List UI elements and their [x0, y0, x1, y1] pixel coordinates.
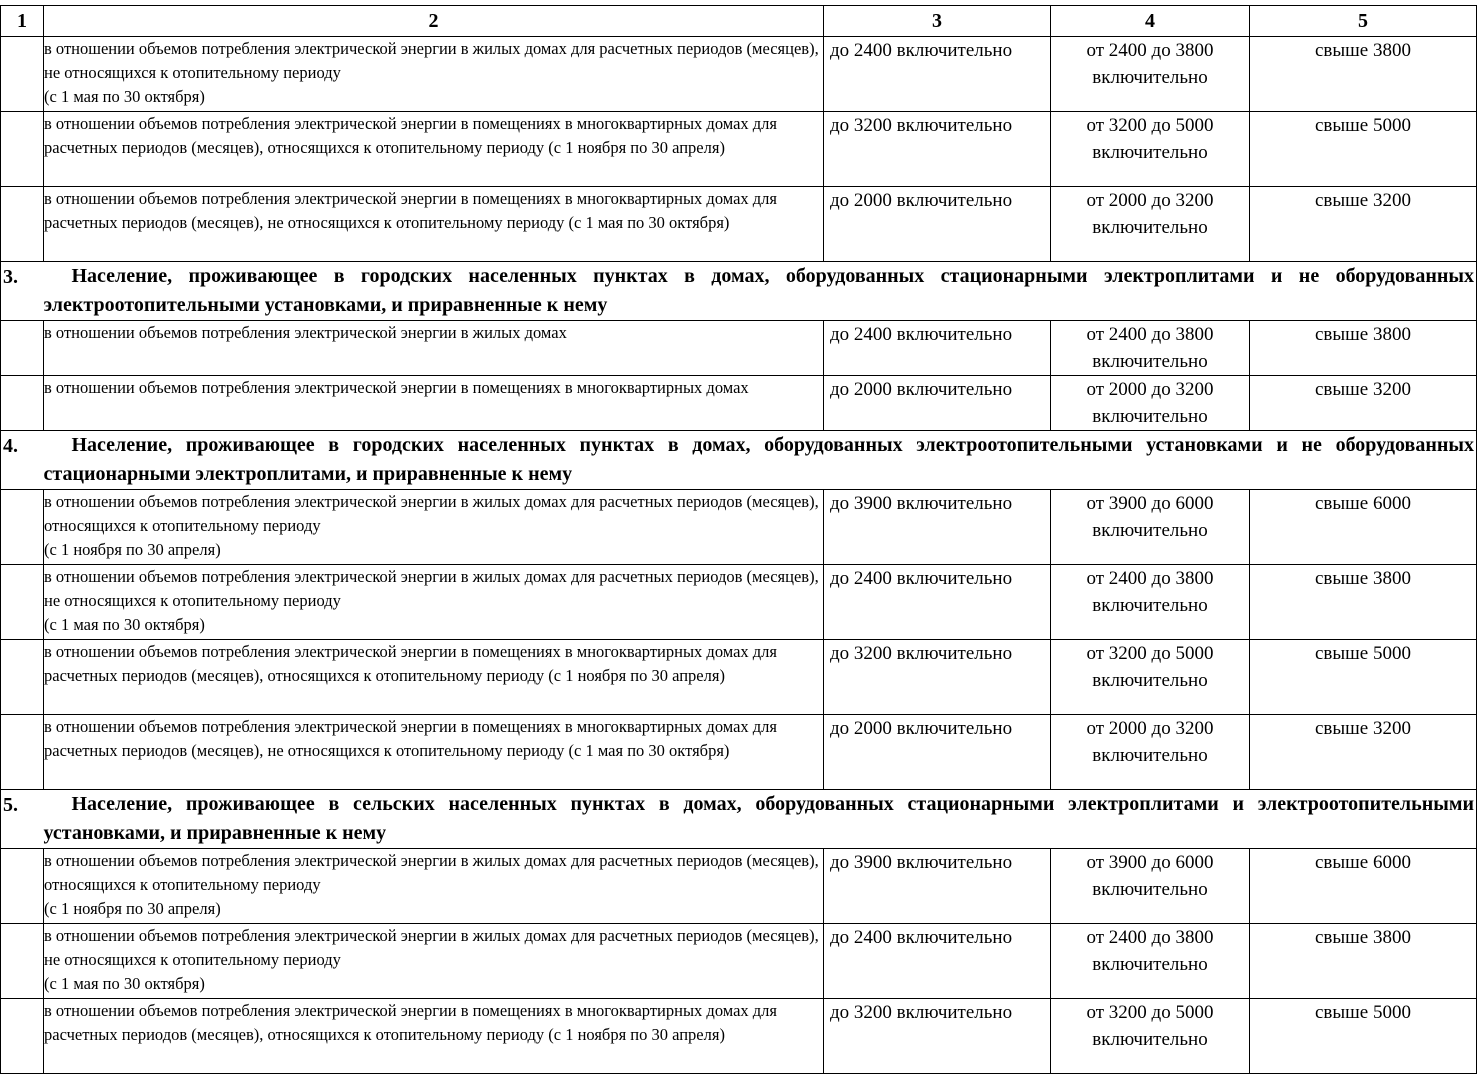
- range-high: свыше 3800: [1250, 37, 1477, 112]
- range-low: до 2400 включительно: [824, 565, 1051, 640]
- section-number: 4.: [1, 431, 44, 490]
- range-mid: от 3900 до 6000 включительно: [1051, 490, 1250, 565]
- table-row: [1, 112, 1477, 187]
- range-low: до 3900 включительно: [824, 490, 1051, 565]
- range-low: до 2000 включительно: [824, 187, 1051, 262]
- consumption-description: в отношении объемов потребления электрической энергии в жилых домах: [44, 321, 824, 376]
- consumption-description: в отношении объемов потребления электрической энергии в помещениях в многоквартирных домах для расчетных периодов (месяцев), не относящихся к отопительному периоду (с 1 мая по 30 октября): [44, 715, 824, 790]
- row-number-cell: [1, 376, 44, 431]
- section-title-text: Население, проживающее в сельских населенных пунктах в домах, оборудованных стационарными электроплитами и электроотопительными установками, и приравненные к нему: [43, 793, 1474, 844]
- range-mid: от 3200 до 5000 включительно: [1051, 112, 1250, 187]
- section-title: [44, 262, 1477, 321]
- range-mid: от 3900 до 6000 включительно: [1051, 849, 1250, 924]
- table-row: [1, 640, 1477, 715]
- table-row: [1, 37, 1477, 112]
- consumption-description: в отношении объемов потребления электрической энергии в помещениях в многоквартирных домах: [44, 376, 824, 431]
- section-title-text: Население, проживающее в городских населенных пунктах в домах, оборудованных электроотопительными установками и не оборудованных стационарными электроплитами, и приравненные к нему: [43, 434, 1474, 485]
- range-high: свыше 3800: [1250, 321, 1477, 376]
- range-mid: от 2400 до 3800 включительно: [1051, 321, 1250, 376]
- table-row: [1, 187, 1477, 262]
- consumption-description: в отношении объемов потребления электрической энергии в жилых домах для расчетных периодов (месяцев), не относящихся к отопительному периоду (с 1 мая по 30 октября): [44, 565, 824, 640]
- row-number-cell: [1, 640, 44, 715]
- row-number-cell: [1, 490, 44, 565]
- tariff-table: [0, 5, 1477, 1074]
- range-high: свыше 3200: [1250, 376, 1477, 431]
- row-number-cell: [1, 715, 44, 790]
- range-mid: от 2000 до 3200 включительно: [1051, 715, 1250, 790]
- range-high: свыше 6000: [1250, 490, 1477, 565]
- range-low: до 2400 включительно: [824, 321, 1051, 376]
- table-row: [1, 490, 1477, 565]
- section-title: [44, 431, 1477, 490]
- range-mid: от 3200 до 5000 включительно: [1051, 640, 1250, 715]
- header-col-1: 1: [1, 6, 44, 37]
- range-low: до 3200 включительно: [824, 999, 1051, 1074]
- range-low: до 3200 включительно: [824, 112, 1051, 187]
- range-mid: от 2000 до 3200 включительно: [1051, 376, 1250, 431]
- row-number-cell: [1, 321, 44, 376]
- row-number-cell: [1, 37, 44, 112]
- header-row: [1, 6, 1477, 37]
- header-col-5: 5: [1250, 6, 1477, 37]
- row-number-cell: [1, 999, 44, 1074]
- consumption-description: в отношении объемов потребления электрической энергии в жилых домах для расчетных периодов (месяцев), не относящихся к отопительному периоду (с 1 мая по 30 октября): [44, 924, 824, 999]
- header-col-3: 3: [824, 6, 1051, 37]
- range-high: свыше 3800: [1250, 565, 1477, 640]
- range-high: свыше 3800: [1250, 924, 1477, 999]
- section-row: [1, 262, 1477, 321]
- range-high: свыше 5000: [1250, 999, 1477, 1074]
- table-row: [1, 565, 1477, 640]
- row-number-cell: [1, 565, 44, 640]
- row-number-cell: [1, 112, 44, 187]
- range-low: до 2400 включительно: [824, 37, 1051, 112]
- table-row: [1, 999, 1477, 1074]
- consumption-description: в отношении объемов потребления электрической энергии в помещениях в многоквартирных домах для расчетных периодов (месяцев), относящихся к отопительному периоду (с 1 ноября по 30 апреля): [44, 999, 824, 1074]
- table-row: [1, 849, 1477, 924]
- range-mid: от 3200 до 5000 включительно: [1051, 999, 1250, 1074]
- section-title-text: Население, проживающее в городских населенных пунктах в домах, оборудованных стационарными электроплитами и не оборудованных электроотопительными установками, и приравненные к нему: [43, 265, 1474, 316]
- range-high: свыше 3200: [1250, 715, 1477, 790]
- row-number-cell: [1, 849, 44, 924]
- consumption-description: в отношении объемов потребления электрической энергии в помещениях в многоквартирных домах для расчетных периодов (месяцев), относящихся к отопительному периоду (с 1 ноября по 30 апреля): [44, 112, 824, 187]
- range-high: свыше 6000: [1250, 849, 1477, 924]
- table-row: [1, 376, 1477, 431]
- range-low: до 2000 включительно: [824, 376, 1051, 431]
- range-high: свыше 5000: [1250, 640, 1477, 715]
- consumption-description: в отношении объемов потребления электрической энергии в жилых домах для расчетных периодов (месяцев), относящихся к отопительному периоду (с 1 ноября по 30 апреля): [44, 849, 824, 924]
- range-high: свыше 5000: [1250, 112, 1477, 187]
- section-number: 5.: [1, 790, 44, 849]
- row-number-cell: [1, 187, 44, 262]
- section-row: [1, 431, 1477, 490]
- consumption-description: в отношении объемов потребления электрической энергии в жилых домах для расчетных периодов (месяцев), не относящихся к отопительному периоду (с 1 мая по 30 октября): [44, 37, 824, 112]
- section-title: [44, 790, 1477, 849]
- range-low: до 3200 включительно: [824, 640, 1051, 715]
- range-mid: от 2000 до 3200 включительно: [1051, 187, 1250, 262]
- header-col-2: 2: [44, 6, 824, 37]
- consumption-description: в отношении объемов потребления электрической энергии в помещениях в многоквартирных домах для расчетных периодов (месяцев), относящихся к отопительному периоду (с 1 ноября по 30 апреля): [44, 640, 824, 715]
- range-mid: от 2400 до 3800 включительно: [1051, 37, 1250, 112]
- table-row: [1, 924, 1477, 999]
- section-row: [1, 790, 1477, 849]
- consumption-description: в отношении объемов потребления электрической энергии в помещениях в многоквартирных домах для расчетных периодов (месяцев), не относящихся к отопительному периоду (с 1 мая по 30 октября): [44, 187, 824, 262]
- table-row: [1, 321, 1477, 376]
- range-low: до 2400 включительно: [824, 924, 1051, 999]
- row-number-cell: [1, 924, 44, 999]
- range-low: до 3900 включительно: [824, 849, 1051, 924]
- header-col-4: 4: [1051, 6, 1250, 37]
- section-number: 3.: [1, 262, 44, 321]
- consumption-description: в отношении объемов потребления электрической энергии в жилых домах для расчетных периодов (месяцев), относящихся к отопительному периоду (с 1 ноября по 30 апреля): [44, 490, 824, 565]
- range-mid: от 2400 до 3800 включительно: [1051, 565, 1250, 640]
- range-mid: от 2400 до 3800 включительно: [1051, 924, 1250, 999]
- range-high: свыше 3200: [1250, 187, 1477, 262]
- range-low: до 2000 включительно: [824, 715, 1051, 790]
- table-row: [1, 715, 1477, 790]
